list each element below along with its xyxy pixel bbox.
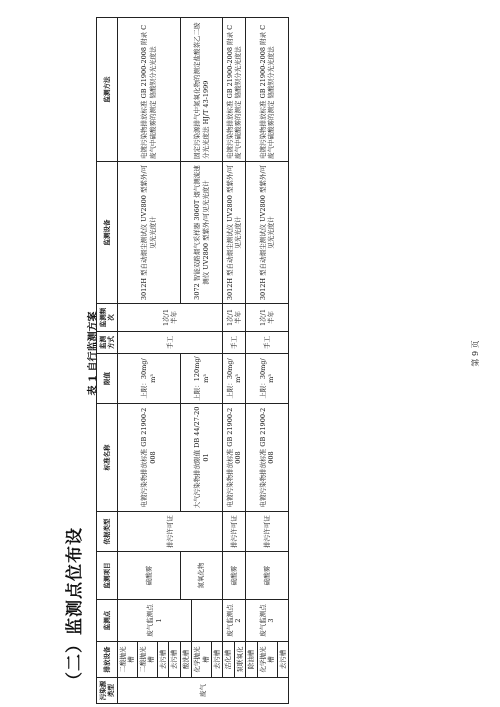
cell-frequency: 1次/1半年 [223, 304, 246, 332]
cell-equipment: 二酸抛光槽 [137, 642, 157, 678]
cell-standard: 电镀污染物排放标准 GB 21900-2008 [118, 404, 181, 512]
header-equipment: 排放设备 [97, 642, 118, 678]
cell-equipment: 去污槽 [277, 642, 288, 678]
cell-standard: 大气污染物排放限值 DB 44/27-2001 [180, 404, 223, 512]
cell-equipment: 化学抛光槽 [257, 642, 277, 678]
cell-equipment: 酸洗槽 [180, 642, 191, 678]
table-row [223, 18, 234, 704]
header-basis: 依据类型 [97, 512, 118, 552]
cell-equipment: 除油槽 [246, 642, 257, 678]
cell-standard: 电镀污染物排放标准 GB 21900-2008 [223, 404, 246, 512]
cell-item: 硫酸雾 [223, 552, 246, 600]
cell-device: 3012H 型自动烟尘测试仪 UV2800 型紫外/可见光光度计 [118, 162, 181, 304]
cell-limit: 上限：30mg/m³ [223, 354, 246, 404]
cell-item: 氮氧化物 [180, 552, 223, 600]
cell-basis: 排污许可证 [223, 512, 246, 552]
cell-method: 电镀污染物排放标准 GB 21900-2008 附录 C 废气中硫酸雾的测定 铬酸钡分光光度法 [118, 18, 181, 162]
cell-frequency: 1次/1半年 [118, 304, 223, 332]
header-method: 监测方法 [97, 18, 118, 162]
header-device: 监测设备 [97, 162, 118, 304]
header-mode: 监测方式 [97, 332, 118, 354]
cell-mode: 手工 [246, 332, 289, 354]
cell-device: 3072 智能双路烟气采样器 3060T 烟气测流速测仪 UV2800 型紫外/可见光光度计 [180, 162, 223, 304]
cell-item: 硫酸雾 [118, 552, 181, 600]
cell-category: 废气 [118, 678, 289, 704]
header-row [97, 18, 118, 704]
table-caption: 表 1 自行监测方案 [88, 311, 99, 396]
cell-limit: 上限：120mg/m³ [180, 354, 223, 404]
cell-point: 废气监测点 1 [118, 600, 192, 642]
section-heading: （二）监测点位布设 [65, 527, 85, 689]
cell-equipment: 去污槽 [169, 642, 180, 678]
cell-point: 废气监测点 3 [246, 600, 289, 642]
header-standard: 标准名称 [97, 404, 118, 512]
table-row [118, 18, 138, 704]
cell-standard: 电镀污染物排放标准 GB 21900-2008 [246, 404, 289, 512]
cell-method: 电镀污染物排放标准 GB 21900-2008 附录 C 废气中硫酸雾的测定 铬酸钡分光光度法 [246, 18, 289, 162]
page-number: 第 9 页 [471, 340, 480, 367]
cell-device: 3012H 型自动烟尘测试仪 UV2800 型紫外/可见光光度计 [246, 162, 289, 304]
cell-mode: 手工 [118, 332, 223, 354]
cell-item: 硫酸雾 [246, 552, 289, 600]
table-row [246, 18, 257, 704]
header-frequency: 监测频次 [97, 304, 118, 332]
cell-method: 电镀污染物排放标准 GB 21900-2008 附录 C 废气中硫酸雾的测定 铬酸钡分光光度法 [223, 18, 246, 162]
header-source-type: 污染源类型 [97, 678, 118, 704]
cell-limit: 上限：30mg/m³ [246, 354, 289, 404]
monitoring-plan-table [96, 17, 289, 704]
cell-point [192, 600, 223, 642]
cell-basis: 排污许可证 [246, 512, 289, 552]
cell-equipment: 去污槽 [211, 642, 222, 678]
header-limit: 限值 [97, 354, 118, 404]
header-item: 监测项目 [97, 552, 118, 600]
cell-equipment: 去污槽 [157, 642, 168, 678]
cell-equipment: 活化槽 [223, 642, 234, 678]
cell-equipment: 泵联氧化 [234, 642, 245, 678]
cell-equipment: 二酸抛光槽 [118, 642, 138, 678]
header-point: 监测点 [97, 600, 118, 642]
cell-method: 固定污染源排气中氮氧化物的测定盐酸萘乙二胺分光光度法 HJ/T 43-1999 [180, 18, 223, 162]
cell-frequency: 1次/1半年 [246, 304, 289, 332]
cell-limit: 上限：30mg/m³ [118, 354, 181, 404]
cell-point: 废气监测点 2 [223, 600, 246, 642]
cell-device: 3012H 型自动烟尘测试仪 UV2800 型紫外/可见光光度计 [223, 162, 246, 304]
cell-mode: 手工 [223, 332, 246, 354]
cell-equipment: 化学抛光槽 [192, 642, 212, 678]
cell-basis: 排污许可证 [118, 512, 223, 552]
